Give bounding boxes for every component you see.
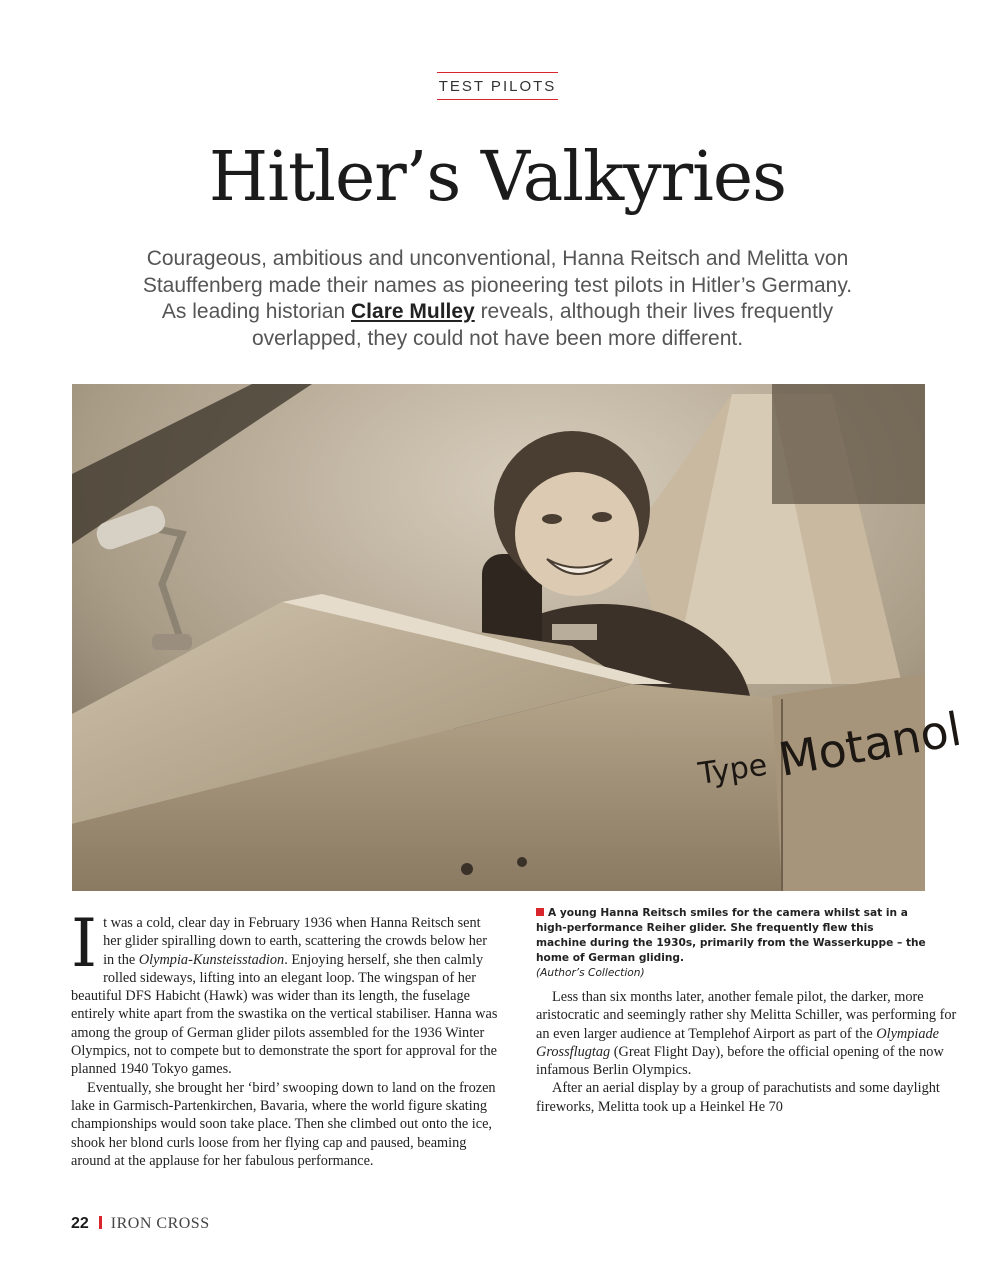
- caption-text: A young Hanna Reitsch smiles for the camera whilst sat in a high-performance Reiher glider. She frequently flew this machine during the 1930s, primarily from the Wasserkuppe – the home of German gliding.: [536, 907, 926, 964]
- plane-text-brand: Motanol: [774, 701, 966, 787]
- body-paragraph-1: [71, 905, 501, 1079]
- standfirst: [130, 246, 865, 352]
- body-paragraph-3: [536, 988, 966, 1079]
- p3-text-b: (Great Flight Day), before the official opening of the now infamous Berlin Olympics.: [536, 1043, 944, 1079]
- plane-text-type: Type: [696, 747, 770, 792]
- hero-photo: [72, 384, 966, 891]
- page-number: 22: [71, 1215, 89, 1232]
- page-folio: [71, 1215, 210, 1233]
- article-headline: Hitler’s Valkyries: [208, 138, 787, 217]
- p3-text-a: Less than six months later, another female pilot, the darker, more aristocratic and seemingly rather shy Melitta Schiller, was performing for an even larger audience at Templehof Airport as part of the: [536, 989, 957, 1042]
- body-paragraph-4: After an aerial display by a group of parachutists and some daylight fireworks, Melitta took up a Heinkel He 70: [536, 1080, 940, 1115]
- standfirst-text-1: Courageous, ambitious and unconventional, Hanna Reitsch and Melitta von Stauffenberg made their names as pioneering test pilots in Hitler’s Germany. As leading historian: [142, 247, 853, 323]
- body-column-2: [536, 988, 966, 1116]
- p1-text-a: t was a cold, clear day in February 1936 when Hanna Reitsch sent her glider spiralling down to earth, scattering the crowds below her in the: [103, 915, 487, 968]
- author-byline: Clare Mulley: [351, 300, 475, 323]
- caption-bullet-icon: [536, 908, 544, 916]
- body-paragraph-2: Eventually, she brought her ‘bird’ swooping down to land on the frozen lake in Garmisch-Partenkirchen, Bavaria, where the world figure skating championships would soon take place. Then she climbed out onto the ice, shook her blond curls loose from her flying cap and paused, beaming around at the applause for her fabulous performance.: [71, 1079, 496, 1169]
- folio-divider: [99, 1216, 102, 1229]
- p1-text-b: . Enjoying herself, she then calmly rolled sideways, lifting into an elegant loop. The wingspan of her beautiful DFS Habicht (Hawk) was wider than its length, the fuselage entirely white apart from the swastika on the vertical stabiliser. Hanna was among the group of German glider pilots assembled for the 1936 Winter Olympics, not to compete but to demonstrate the sport for approval for the planned 1940 Tokyo games.: [71, 951, 498, 1078]
- p3-italic: Olympiade Grossflugtag: [536, 1025, 940, 1060]
- hero-photo-illustration: [72, 384, 966, 891]
- drop-cap: I: [71, 905, 98, 982]
- section-kicker: [0, 72, 995, 100]
- magazine-name: IRON CROSS: [110, 1215, 210, 1232]
- photo-caption: [536, 906, 926, 981]
- p1-italic: Olympia-Kunsteisstadion: [138, 951, 285, 968]
- standfirst-text-2: reveals, although their lives frequently overlapped, they could not have been more different.: [251, 300, 834, 350]
- body-column-1: [71, 905, 501, 1170]
- caption-credit: (Author’s Collection): [536, 967, 645, 979]
- section-label: TEST PILOTS: [437, 72, 559, 100]
